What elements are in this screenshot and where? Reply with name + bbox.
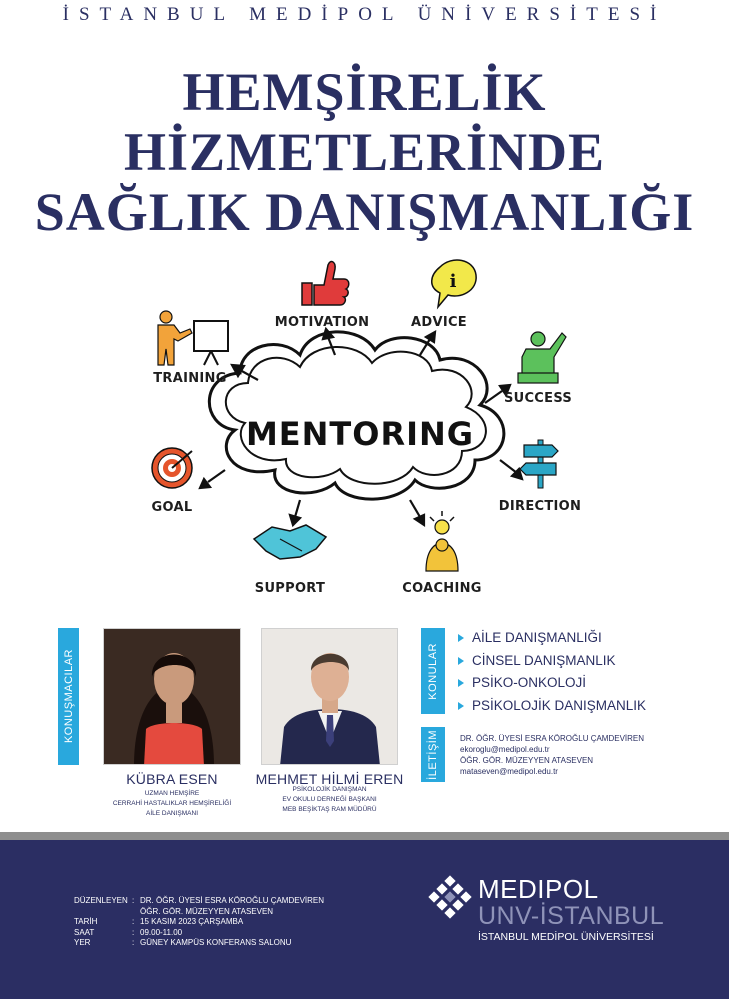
topic-item: PSİKOLOJİK DANIŞMANLIK [458,695,646,718]
label-advice: ADVICE [411,315,467,330]
event-title [0,62,729,242]
speaker-roles-2: PSİKOLOJİK DANIŞMAN EV OKULU DERNEĞİ BAŞKANI MEB BEŞİKTAŞ RAM MÜDÜRÜ [282,786,377,813]
logo-medipol-text: MEDIPOL [478,874,599,904]
detail-organizer-2: ÖĞR. GÖR. MÜZEYYEN ATASEVEN [140,906,274,916]
event-details [74,896,324,949]
contact-email-1[interactable]: ekoroglu@medipol.edu.tr [460,745,550,754]
training-icon [158,311,228,365]
speaker-portrait-1-icon [104,629,241,765]
contact-name-2: ÖĞR. GÖR. MÜZEYYEN ATASEVEN [460,756,594,765]
target-icon [152,448,192,488]
chevron-right-icon [458,679,464,687]
speaker-photo-1 [103,628,241,765]
label-coaching: COACHING [402,581,482,596]
label-support: SUPPORT [254,581,326,596]
advice-bubble-icon [432,260,476,307]
logo-subtitle: İSTANBUL MEDİPOL ÜNİVERSİTESİ [478,931,654,943]
svg-text:i: i [449,271,457,292]
contact-name-1: DR. ÖĞR. ÜYESİ ESRA KÖROĞLU ÇAMDEVİREN [460,734,645,743]
title-line-1: HEMŞİRELİK [182,62,547,122]
detail-date: TARİH : 15 KASIM 2023 ÇARŞAMBA [74,917,244,926]
thumbs-up-icon [302,262,349,305]
speaker-name-2: MEHMET HİLMİ EREN [255,771,404,787]
contact-email-2[interactable]: mataseven@medipol.edu.tr [460,767,558,776]
chevron-right-icon [458,657,464,665]
signpost-icon [520,440,558,488]
speaker-roles-1: UZMAN HEMŞİRE CERRAHİ HASTALIKLAR HEMŞİRELİĞİ AİLE DANIŞMANI [112,790,232,817]
medipol-logo-icon [428,875,472,919]
divider-bar [0,832,729,840]
mentoring-diagram [130,255,600,600]
speaker-name-1: KÜBRA ESEN [126,771,218,787]
speakers-tab: KONUŞMACILAR [58,628,79,765]
chevron-right-icon [458,634,464,642]
topics-tab: KONULAR [421,628,445,714]
label-direction: DIRECTION [498,499,582,514]
title-line-3: SAĞLIK DANIŞMANLIĞI [34,182,695,242]
label-motivation: MOTIVATION [274,315,370,330]
center-label: MENTORING [245,415,475,453]
topic-item: CİNSEL DANIŞMANLIK [458,650,646,673]
topic-item: AİLE DANIŞMANLIĞI [458,627,646,650]
chevron-right-icon [458,702,464,710]
topics-list [458,627,646,717]
university-header: İSTANBUL MEDİPOL ÜNİVERSİTESİ [62,4,667,25]
lightbulb-coach-icon [426,511,458,571]
label-goal: GOAL [151,500,193,515]
speaker-photo-2 [261,628,398,765]
title-line-2: HİZMETLERİNDE [123,122,606,182]
logo-unv-text: UNV-İSTANBUL [478,902,665,930]
label-success: SUCCESS [503,391,573,406]
success-icon [518,332,566,383]
speaker-portrait-2-icon [262,629,398,765]
detail-time: SAAT : 09.00-11.00 [74,927,183,937]
topic-item: PSİKO-ONKOLOJİ [458,672,646,695]
contact-block [460,733,644,777]
detail-organizer: DÜZENLEYEN : DR. ÖĞR. ÜYESİ ESRA KÖROĞLU ÇAMDEVİREN [74,896,325,905]
detail-place: YER : GÜNEY KAMPÜS KONFERANS SALONU [74,938,292,947]
contact-tab: İLETİŞİM [421,727,445,782]
handshake-icon [254,525,326,559]
label-training: TRAINING [153,371,227,386]
medipol-logo [428,875,664,943]
